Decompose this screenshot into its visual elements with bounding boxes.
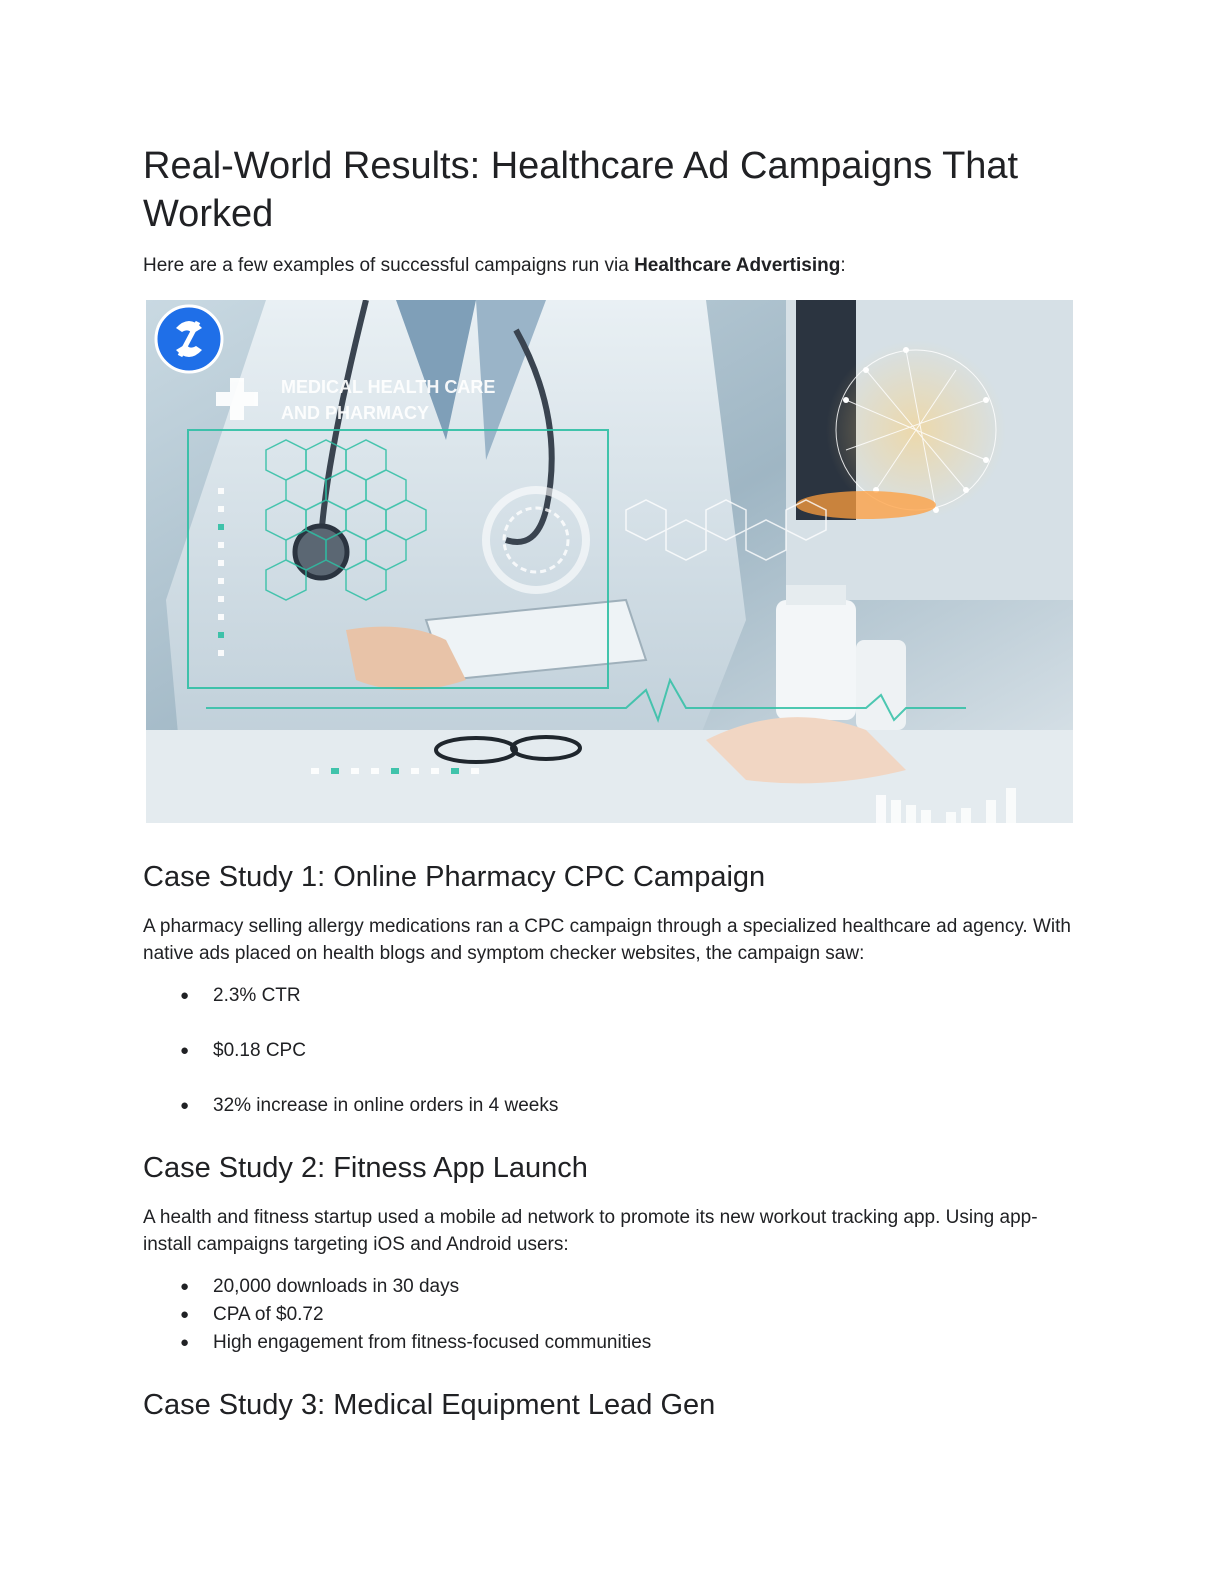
- bullet-icon: ●: [180, 1097, 190, 1114]
- case-study-3-heading: Case Study 3: Medical Equipment Lead Gen: [143, 1389, 716, 1421]
- list-item-text: CPA of $0.72: [213, 1304, 324, 1325]
- case-study-1-heading: Case Study 1: Online Pharmacy CPC Campaign: [143, 861, 766, 893]
- brand-logo-icon: [156, 306, 222, 372]
- list-item-text: $0.18 CPC: [213, 1040, 306, 1061]
- bullet-icon: ●: [180, 1334, 190, 1351]
- case-study-1-list: [143, 985, 558, 1150]
- intro-prefix: Here are a few examples of successful campaigns run via: [143, 255, 635, 276]
- page-title: Real-World Results: Healthcare Ad Campaigns That Worked: [143, 145, 1019, 235]
- bullet-icon: ●: [180, 1278, 190, 1295]
- intro-paragraph: [143, 253, 846, 279]
- list-item-text: High engagement from fitness-focused communities: [213, 1332, 652, 1353]
- list-item: [143, 1276, 651, 1304]
- bullet-icon: ●: [180, 1042, 190, 1059]
- bullet-icon: ●: [180, 1306, 190, 1323]
- overlay-text-line2: AND PHARMACY: [281, 403, 429, 423]
- list-item-text: 32% increase in online orders in 4 weeks: [213, 1095, 559, 1116]
- hero-illustration: [146, 300, 1073, 823]
- intro-suffix: :: [840, 255, 846, 276]
- list-item: [143, 1332, 651, 1360]
- case-study-2-heading: Case Study 2: Fitness App Launch: [143, 1152, 588, 1184]
- hero-image: [146, 300, 1073, 823]
- bullet-icon: ●: [180, 987, 190, 1004]
- case-study-2-body: A health and fitness startup used a mobile ad network to promote its new workout tracking app. Using app-install campaigns targeting iOS and Android users:: [143, 1207, 1038, 1255]
- case-study-2-list: [143, 1276, 651, 1360]
- case-study-1-body: A pharmacy selling allergy medications ran a CPC campaign through a specialized healthcare ad agency. With native ads placed on health blogs and symptom checker websites, the campaign saw:: [143, 916, 1071, 964]
- list-item: [143, 1040, 558, 1095]
- list-item: [143, 1095, 558, 1150]
- intro-bold-term: Healthcare Advertising: [634, 255, 841, 276]
- list-item: [143, 1304, 651, 1332]
- list-item-text: 2.3% CTR: [213, 985, 301, 1006]
- overlay-text-line1: MEDICAL HEALTH CARE: [281, 377, 496, 397]
- list-item-text: 20,000 downloads in 30 days: [213, 1276, 460, 1297]
- list-item: [143, 985, 558, 1040]
